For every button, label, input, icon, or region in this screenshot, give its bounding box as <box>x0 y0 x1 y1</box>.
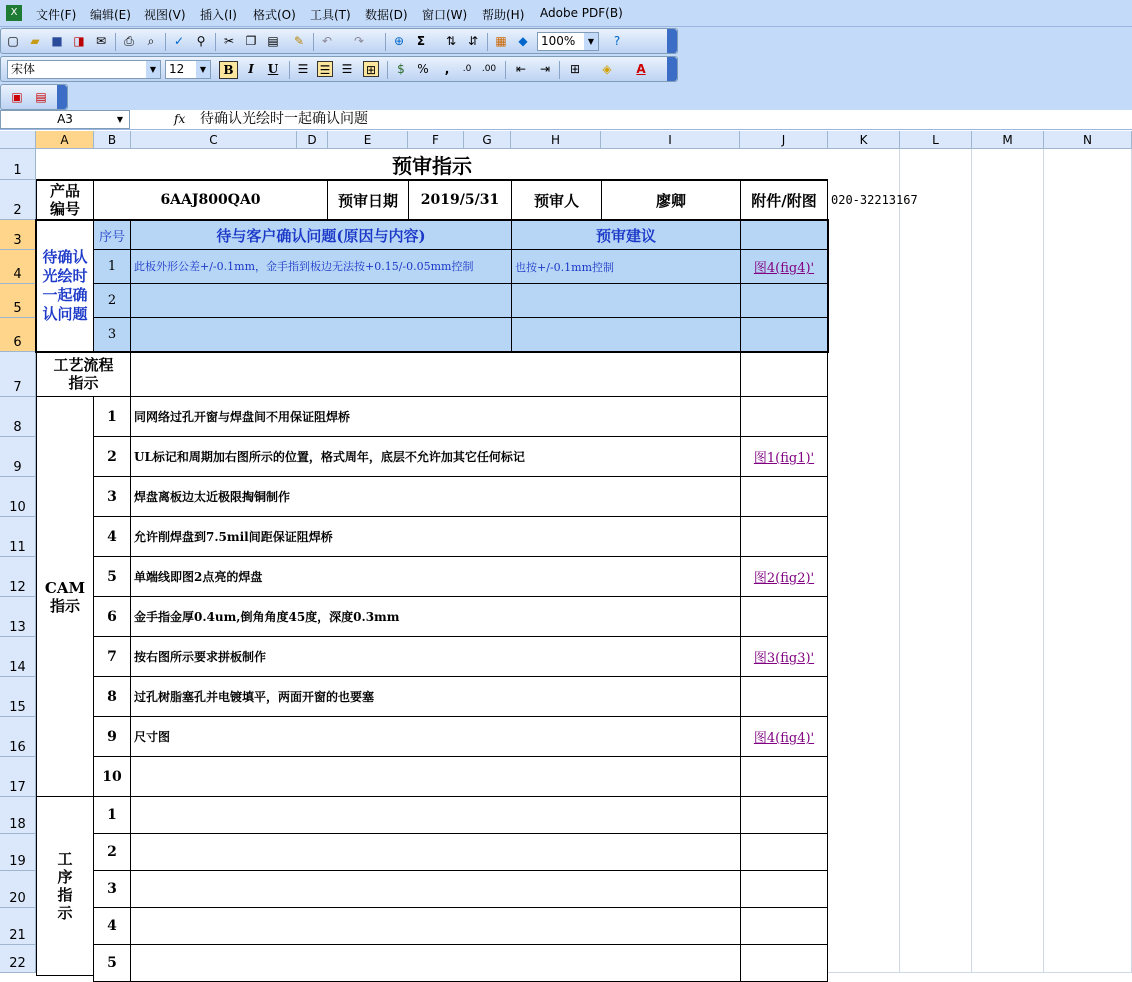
toolbar-options-icon[interactable] <box>57 85 67 109</box>
name-box-value: A3 <box>57 112 73 126</box>
step-seq[interactable]: 1 <box>93 796 131 834</box>
percent-button[interactable]: % <box>417 62 429 76</box>
menu-tools[interactable]: 工具(T) <box>310 8 351 22</box>
name-box[interactable] <box>0 110 130 129</box>
separator <box>215 33 216 51</box>
save-icon[interactable]: ■ <box>51 34 63 48</box>
cam-link[interactable] <box>740 676 828 717</box>
font-combo[interactable] <box>7 60 161 79</box>
step-instruction[interactable] <box>130 833 741 871</box>
cam-seq[interactable]: 5 <box>93 556 131 597</box>
cut-icon[interactable]: ✂ <box>223 34 235 48</box>
row-header[interactable]: 11 <box>0 517 36 557</box>
cam-seq[interactable]: 8 <box>93 676 131 717</box>
help-icon[interactable]: ? <box>613 34 621 48</box>
email-icon[interactable]: ✉ <box>95 34 107 48</box>
comma-button[interactable]: , <box>444 62 450 76</box>
font-color-icon[interactable]: A <box>636 62 646 76</box>
row-header[interactable]: 15 <box>0 677 36 717</box>
spelling-icon[interactable]: ✓ <box>173 34 185 48</box>
column-header[interactable]: C <box>131 131 297 149</box>
row-header[interactable]: 14 <box>0 637 36 677</box>
cam-instruction[interactable]: 单端线即图2点亮的焊盘 <box>130 556 741 597</box>
paste-icon[interactable]: ▤ <box>267 34 279 48</box>
cam-instruction[interactable]: 同网络过孔开窗与焊盘间不用保证阻焊桥 <box>130 396 741 437</box>
drawing-icon[interactable]: ◆ <box>518 34 528 48</box>
menu-insert[interactable]: 插入(I) <box>200 8 237 22</box>
cam-link[interactable]: 图4(fig4)' <box>740 716 828 757</box>
confirm-issue[interactable] <box>130 283 512 318</box>
cam-seq[interactable]: 2 <box>93 436 131 477</box>
excel-app-icon[interactable]: X <box>6 5 22 21</box>
separator <box>115 33 116 51</box>
menu-view[interactable]: 视图(V) <box>144 8 186 22</box>
menu-format[interactable]: 格式(O) <box>253 8 296 22</box>
confirm-advice[interactable] <box>511 283 741 318</box>
confirm-link[interactable] <box>740 317 828 352</box>
chart-wizard-icon[interactable]: ▦ <box>495 34 507 48</box>
cam-seq[interactable]: 7 <box>93 636 131 677</box>
empty-column <box>972 149 1044 973</box>
menu-data[interactable]: 数据(D) <box>365 8 408 22</box>
process-cell[interactable] <box>130 351 741 397</box>
separator <box>559 61 560 79</box>
column-header[interactable]: L <box>900 131 972 149</box>
row-header[interactable]: 18 <box>0 797 36 834</box>
cam-instruction[interactable] <box>130 756 741 797</box>
step-label[interactable]: 工序指示 <box>36 796 94 976</box>
empty-column <box>828 149 900 973</box>
research-icon[interactable]: ⚲ <box>196 34 206 48</box>
currency-icon[interactable]: $ <box>397 62 405 76</box>
italic-button[interactable]: I <box>248 62 254 76</box>
row-header[interactable]: 3 <box>0 220 36 250</box>
increase-indent-icon[interactable]: ⇥ <box>539 62 551 76</box>
convert-to-pdf-icon[interactable]: ▣ <box>11 90 23 104</box>
chevron-down-icon[interactable]: ▼ <box>584 33 598 50</box>
column-header[interactable]: J <box>740 131 828 149</box>
cam-instruction[interactable]: 尺寸图 <box>130 716 741 757</box>
process-label[interactable]: 工艺流程指示 <box>36 351 131 397</box>
convert-email-pdf-icon[interactable]: ▤ <box>35 90 47 104</box>
hyperlink-icon[interactable]: ⊕ <box>393 34 405 48</box>
format-painter-icon[interactable]: ✎ <box>293 34 305 48</box>
separator <box>487 33 488 51</box>
separator <box>385 33 386 51</box>
formula-bar <box>0 110 1132 130</box>
row-header[interactable]: 8 <box>0 397 36 437</box>
chevron-down-icon[interactable]: ▼ <box>146 61 160 78</box>
print-preview-icon[interactable]: ⌕ <box>147 34 155 48</box>
row-header[interactable]: 7 <box>0 352 36 397</box>
standard-toolbar <box>0 28 678 54</box>
cam-seq[interactable]: 4 <box>93 516 131 557</box>
row-header[interactable]: 20 <box>0 871 36 908</box>
decrease-indent-icon[interactable]: ⇤ <box>515 62 527 76</box>
font-size-combo[interactable] <box>165 60 211 79</box>
column-header[interactable]: F <box>408 131 464 149</box>
step-attach[interactable] <box>740 833 828 871</box>
confirm-seq[interactable]: 2 <box>93 283 131 318</box>
column-header[interactable]: N <box>1044 131 1132 149</box>
cam-label[interactable]: CAM指示 <box>36 396 94 797</box>
cam-seq[interactable]: 3 <box>93 476 131 517</box>
cam-seq[interactable]: 6 <box>93 596 131 637</box>
cam-seq[interactable]: 10 <box>93 756 131 797</box>
confirm-link[interactable] <box>740 283 828 318</box>
zoom-combo[interactable] <box>537 32 599 51</box>
toolbar-options-icon[interactable] <box>667 29 677 53</box>
select-all-corner[interactable] <box>0 131 36 149</box>
issue-header[interactable]: 待与客户确认问题(原因与内容) <box>130 220 512 250</box>
column-header[interactable]: G <box>464 131 511 149</box>
confirm-seq[interactable]: 1 <box>93 249 131 284</box>
redo-icon[interactable]: ↷ <box>353 34 365 48</box>
font-name-value: 宋体 <box>11 62 36 76</box>
zoom-value: 100% <box>541 34 576 48</box>
row-header[interactable]: 6 <box>0 318 36 352</box>
menu-window[interactable]: 窗口(W) <box>422 8 468 22</box>
step-instruction[interactable] <box>130 944 741 982</box>
column-header[interactable]: H <box>511 131 601 149</box>
toolbar-options-icon[interactable] <box>667 57 677 81</box>
row-header[interactable]: 5 <box>0 284 36 318</box>
attach-label[interactable]: 附件/附图 <box>740 180 828 220</box>
confirm-label[interactable]: 待确认光绘时一起确认问题 <box>36 220 94 352</box>
reviewer-label[interactable]: 预审人 <box>511 180 602 220</box>
confirm-issue[interactable]: 此板外形公差+/-0.1mm，金手指到板边无法按+0.15/-0.05mm控制 <box>130 249 512 284</box>
cam-instruction[interactable]: 金手指金厚0.4um,倒角角度45度，深度0.3mm <box>130 596 741 637</box>
cam-link[interactable] <box>740 596 828 637</box>
menu-adobe-pdf[interactable]: Adobe PDF(B) <box>540 6 623 20</box>
align-right-icon[interactable]: ☰ <box>341 62 353 76</box>
separator <box>387 61 388 79</box>
copy-icon[interactable]: ❐ <box>245 34 257 48</box>
cam-link[interactable]: 图2(fig2)' <box>740 556 828 597</box>
row-header[interactable]: 22 <box>0 945 36 973</box>
align-center-icon[interactable]: ☰ <box>317 61 333 77</box>
undo-icon[interactable]: ↶ <box>321 34 333 48</box>
column-header[interactable]: A <box>36 131 94 149</box>
font-size-value: 12 <box>169 62 185 76</box>
cam-instruction[interactable]: 过孔树脂塞孔并电镀填平，两面开窗的也要塞 <box>130 676 741 717</box>
merge-center-icon[interactable]: ⊞ <box>363 61 379 77</box>
cam-instruction[interactable]: 允许削焊盘到7.5mil间距保证阻焊桥 <box>130 516 741 557</box>
advice-header[interactable]: 预审建议 <box>511 220 741 250</box>
row-header[interactable]: 13 <box>0 597 36 637</box>
print-icon[interactable]: ⎙ <box>124 34 134 48</box>
row-header[interactable]: 16 <box>0 717 36 757</box>
row-header[interactable]: 19 <box>0 834 36 871</box>
menu-help[interactable]: 帮助(H) <box>482 8 525 22</box>
column-header[interactable]: K <box>828 131 900 149</box>
bold-button[interactable]: B <box>219 61 238 79</box>
confirm-link[interactable]: 图4(fig4)' <box>740 249 828 284</box>
step-seq[interactable]: 3 <box>93 870 131 908</box>
column-header[interactable]: I <box>601 131 740 149</box>
cam-link[interactable] <box>740 476 828 517</box>
reviewer-value[interactable]: 廖卿 <box>601 180 741 220</box>
cam-instruction[interactable]: UL标记和周期加右图所示的位置，格式周年，底层不允许加其它任何标记 <box>130 436 741 477</box>
step-attach[interactable] <box>740 870 828 908</box>
cam-link[interactable]: 图1(fig1)' <box>740 436 828 477</box>
sheet-title[interactable]: 预审指示 <box>36 149 828 180</box>
confirm-advice[interactable] <box>511 317 741 352</box>
chevron-down-icon[interactable]: ▼ <box>116 115 123 124</box>
separator <box>289 61 290 79</box>
fill-color-icon[interactable]: ◈ <box>602 62 612 76</box>
chevron-down-icon[interactable]: ▼ <box>196 61 210 78</box>
row-header[interactable]: 1 <box>0 149 36 180</box>
step-attach[interactable] <box>740 796 828 834</box>
new-icon[interactable]: ▢ <box>7 34 19 48</box>
date-value[interactable]: 2019/5/31 <box>408 180 512 220</box>
cam-seq[interactable]: 9 <box>93 716 131 757</box>
cam-instruction[interactable]: 按右图所示要求拼板制作 <box>130 636 741 677</box>
cam-link[interactable] <box>740 396 828 437</box>
borders-icon[interactable]: ⊞ <box>569 62 581 76</box>
sort-ascending-icon[interactable]: ⇅ <box>445 34 457 48</box>
confirm-issue[interactable] <box>130 317 512 352</box>
step-attach[interactable] <box>740 907 828 945</box>
row-header[interactable]: 21 <box>0 908 36 945</box>
empty-column <box>900 149 972 973</box>
column-header[interactable]: E <box>328 131 408 149</box>
cam-seq[interactable]: 1 <box>93 396 131 437</box>
step-seq[interactable]: 5 <box>93 944 131 982</box>
cam-link[interactable] <box>740 516 828 557</box>
step-instruction[interactable] <box>130 907 741 945</box>
decrease-decimal-icon[interactable]: .00 <box>481 64 497 74</box>
step-attach[interactable] <box>740 944 828 982</box>
attach-cell[interactable] <box>740 220 828 250</box>
underline-button[interactable]: U <box>267 62 279 76</box>
separator <box>165 33 166 51</box>
row-header[interactable]: 17 <box>0 757 36 797</box>
empty-column <box>1044 149 1132 973</box>
product-value[interactable]: 6AAJ800QA0 <box>93 180 328 220</box>
step-instruction[interactable] <box>130 870 741 908</box>
row-header[interactable]: 9 <box>0 437 36 477</box>
align-left-icon[interactable]: ☰ <box>297 62 309 76</box>
pdf-toolbar <box>0 84 68 110</box>
column-header[interactable]: D <box>297 131 328 149</box>
phone-cell[interactable]: 020-32213167 <box>831 193 918 207</box>
permission-icon[interactable]: ◨ <box>73 34 85 48</box>
product-label[interactable]: 产品编号 <box>36 180 94 220</box>
column-header[interactable]: M <box>972 131 1044 149</box>
formula-input[interactable]: 待确认光绘时一起确认问题 <box>200 111 368 127</box>
date-label[interactable]: 预审日期 <box>327 180 409 220</box>
menu-file[interactable]: 文件(F) <box>36 8 77 22</box>
fx-icon[interactable]: fx <box>174 112 186 126</box>
row-header[interactable]: 4 <box>0 250 36 284</box>
row-header[interactable]: 2 <box>0 180 36 220</box>
confirm-advice[interactable]: 也按+/-0.1mm控制 <box>511 249 741 284</box>
increase-decimal-icon[interactable]: .0 <box>462 64 472 74</box>
step-seq[interactable]: 2 <box>93 833 131 871</box>
cam-link[interactable]: 图3(fig3)' <box>740 636 828 677</box>
formatting-toolbar <box>0 56 678 82</box>
open-icon[interactable]: ▰ <box>30 34 40 48</box>
separator <box>505 61 506 79</box>
sort-descending-icon[interactable]: ⇵ <box>467 34 479 48</box>
step-instruction[interactable] <box>130 796 741 834</box>
row-header[interactable]: 10 <box>0 477 36 517</box>
cam-instruction[interactable]: 焊盘离板边太近极限掏铜制作 <box>130 476 741 517</box>
column-header[interactable]: B <box>94 131 131 149</box>
menu-edit[interactable]: 编辑(E) <box>90 8 131 22</box>
row-header[interactable]: 12 <box>0 557 36 597</box>
cam-link[interactable] <box>740 756 828 797</box>
seq-header[interactable]: 序号 <box>93 220 131 250</box>
process-attach[interactable] <box>740 351 828 397</box>
confirm-seq[interactable]: 3 <box>93 317 131 352</box>
autosum-icon[interactable]: Σ <box>416 34 426 48</box>
step-seq[interactable]: 4 <box>93 907 131 945</box>
separator <box>313 33 314 51</box>
menu-bar <box>0 0 1132 27</box>
